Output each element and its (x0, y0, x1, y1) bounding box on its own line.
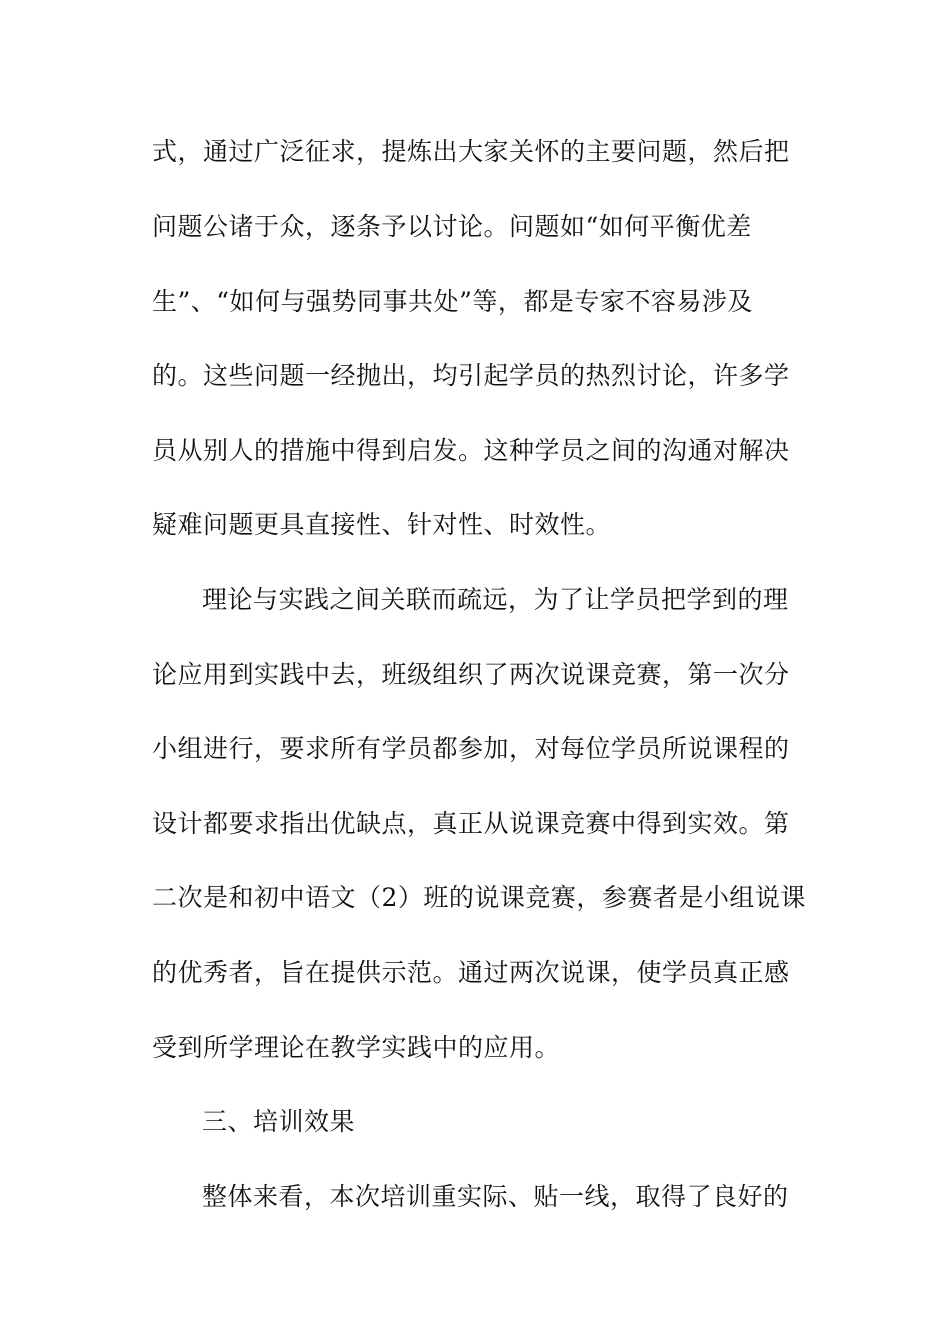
paragraph-1-line-1: 式，通过广泛征求，提炼出大家关怀的主要问题，然后把 (152, 137, 790, 166)
paragraph-1-line-4: 的。这些问题一经抛出，均引起学员的热烈讨论，许多学 (152, 361, 790, 390)
paragraph-2-line-2: 论应用到实践中去，班级组织了两次说课竞赛，第一次分 (152, 660, 790, 689)
paragraph-1-line-3: 生”、“如何与强势同事共处”等，都是专家不容易涉及 (152, 287, 753, 316)
paragraph-2-line-5: 二次是和初中语文（2）班的说课竞赛，参赛者是小组说课 (152, 883, 806, 912)
paragraph-2-line-1: 理论与实践之间关联而疏远，为了让学员把学到的理 (202, 585, 789, 614)
paragraph-2-line-3: 小组进行，要求所有学员都参加，对每位学员所说课程的 (152, 734, 790, 763)
paragraph-1-line-2: 问题公诸于众，逐条予以讨论。问题如“如何平衡优差 (152, 212, 752, 241)
paragraph-2-line-4: 设计都要求指出优缺点，真正从说课竞赛中得到实效。第 (152, 809, 790, 838)
paragraph-1-line-5: 员从别人的措施中得到启发。这种学员之间的沟通对解决 (152, 436, 790, 465)
section-heading: 三、培训效果 (202, 1107, 356, 1136)
paragraph-3-line-1: 整体来看，本次培训重实际、贴一线，取得了良好的 (202, 1182, 789, 1211)
paragraph-2-line-6: 的优秀者，旨在提供示范。通过两次说课，使学员真正感 (152, 958, 790, 987)
paragraph-1-line-6: 疑难问题更具直接性、针对性、时效性。 (152, 510, 612, 539)
paragraph-2-line-7: 受到所学理论在教学实践中的应用。 (152, 1033, 561, 1062)
